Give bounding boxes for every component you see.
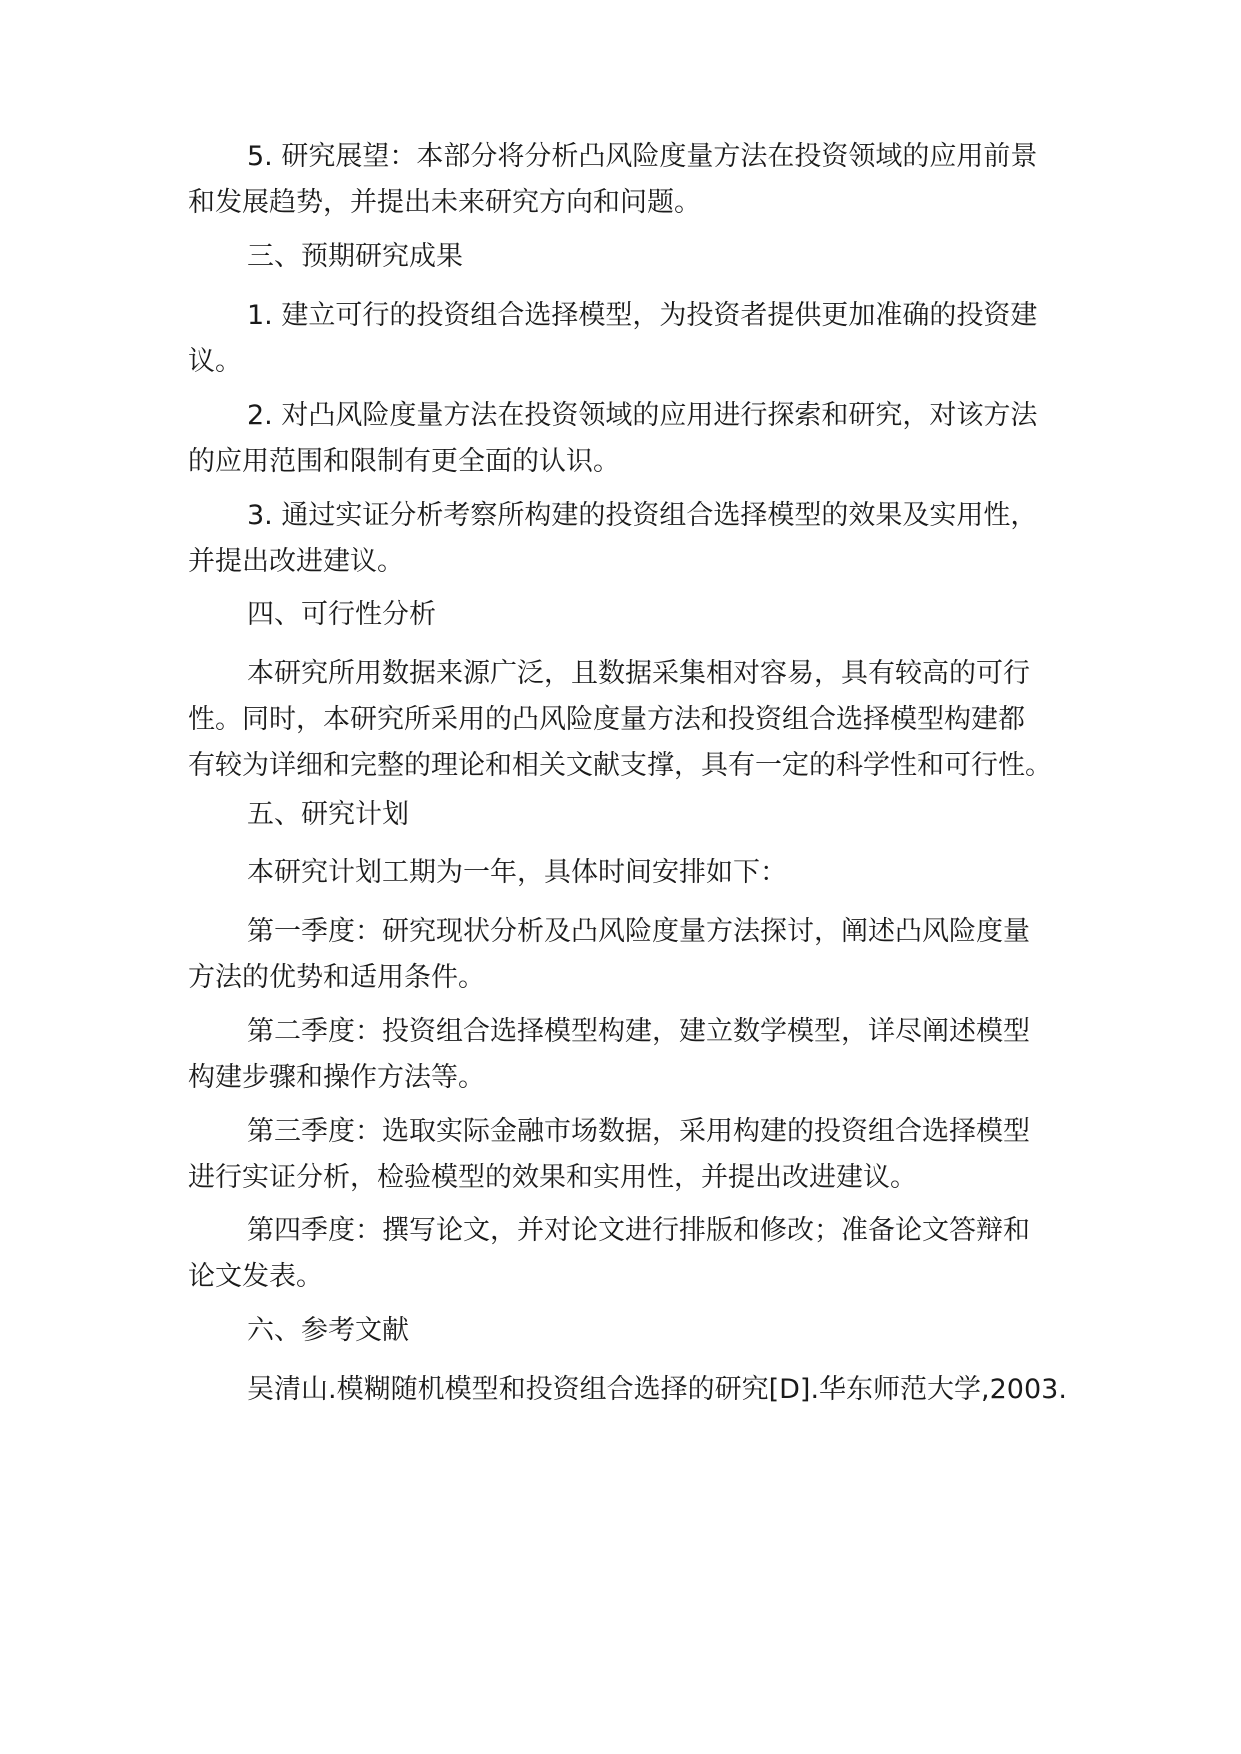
paragraph-research-outlook: [188, 134, 1068, 226]
text-line: 和发展趋势，并提出未来研究方向和问题。: [188, 187, 701, 218]
paragraph-quarter-1: [188, 909, 1068, 1001]
text-line: 本研究所用数据来源广泛，且数据采集相对容易，具有较高的可行: [247, 658, 1030, 689]
text-line: 并提出改进建议。: [188, 546, 404, 577]
text-line: 方法的优势和适用条件。: [188, 962, 485, 993]
heading-expected-results: [188, 234, 1068, 280]
text-line: 3. 通过实证分析考察所构建的投资组合选择模型的效果及实用性，: [247, 500, 1038, 531]
paragraph-result-2: [188, 393, 1068, 485]
heading-research-plan: [188, 792, 1068, 838]
reference-entry-1: [188, 1367, 1068, 1413]
text-line: 本研究计划工期为一年，具体时间安排如下：: [247, 857, 787, 888]
text-line: 的应用范围和限制有更全面的认识。: [188, 446, 620, 477]
paragraph-quarter-2: [188, 1009, 1068, 1101]
heading-references: [188, 1308, 1068, 1354]
text-line: 第四季度：撰写论文，并对论文进行排版和修改；准备论文答辩和: [247, 1215, 1030, 1246]
text-line: 第一季度：研究现状分析及凸风险度量方法探讨，阐述凸风险度量: [247, 916, 1030, 947]
text-line: 1. 建立可行的投资组合选择模型，为投资者提供更加准确的投资建: [247, 300, 1038, 331]
text-line: 议。: [188, 346, 242, 377]
section-heading: 三、预期研究成果: [247, 241, 463, 272]
section-heading: 五、研究计划: [247, 799, 409, 830]
heading-feasibility: [188, 592, 1068, 638]
paragraph-result-3: [188, 493, 1068, 585]
paragraph-quarter-4: [188, 1208, 1068, 1300]
section-heading: 四、可行性分析: [247, 599, 436, 630]
paragraph-quarter-3: [188, 1109, 1068, 1201]
text-line: 论文发表。: [188, 1261, 323, 1292]
section-heading: 六、参考文献: [247, 1315, 409, 1346]
text-line: 构建步骤和操作方法等。: [188, 1062, 485, 1093]
text-line: 5. 研究展望：本部分将分析凸风险度量方法在投资领域的应用前景: [247, 141, 1038, 172]
text-line: 第三季度：选取实际金融市场数据，采用构建的投资组合选择模型: [247, 1116, 1030, 1147]
paragraph-result-1: [188, 293, 1068, 385]
text-line: 第二季度：投资组合选择模型构建，建立数学模型，详尽阐述模型: [247, 1016, 1030, 1047]
paragraph-feasibility: [188, 651, 1068, 789]
text-line: 性。同时，本研究所采用的凸风险度量方法和投资组合选择模型构建都: [188, 704, 1025, 735]
text-line: 2. 对凸风险度量方法在投资领域的应用进行探索和研究，对该方法: [247, 400, 1038, 431]
reference-text: 吴清山.模糊随机模型和投资组合选择的研究[D].华东师范大学,2003.: [247, 1374, 1067, 1405]
text-line: 有较为详细和完整的理论和相关文献支撑，具有一定的科学性和可行性。: [188, 750, 1052, 781]
text-line: 进行实证分析，检验模型的效果和实用性，并提出改进建议。: [188, 1162, 917, 1193]
paragraph-plan-intro: [188, 850, 1068, 896]
